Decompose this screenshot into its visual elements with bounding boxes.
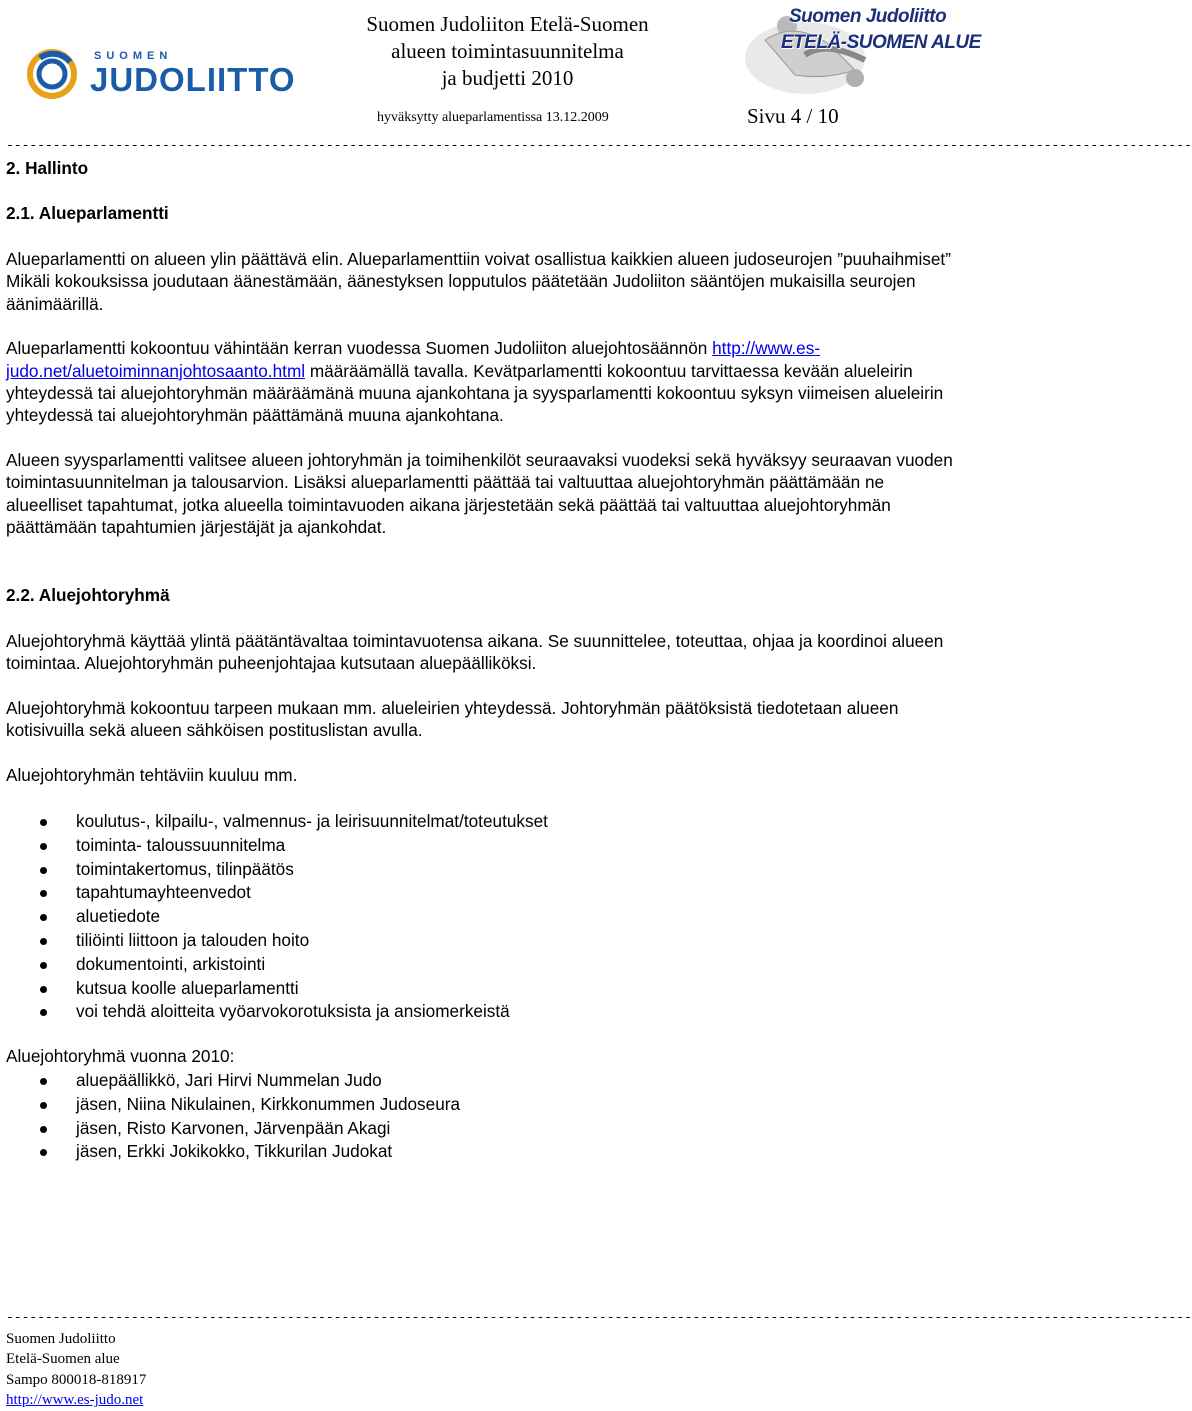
- list-item-text: jäsen, Niina Nikulainen, Kirkkonummen Judoseura: [76, 1093, 461, 1114]
- alueparlamentti-body: [6, 248, 959, 538]
- etela-suomen-alue-logo: [735, 0, 981, 100]
- bullet-icon: [40, 1149, 47, 1156]
- document-title: [340, 11, 675, 92]
- paragraph: Aluejohtoryhmä kokoontuu tarpeen mukaan mm. alueleirien yhteydessä. Johtoryhmän päätöksistä tiedotetaan alueen kotisivuilla sekä alueen sähköisen postituslistan avulla.: [6, 697, 899, 741]
- list-item-text: toiminta- taloussuunnitelma: [76, 834, 286, 855]
- logo-right-line-2: ETELÄ-SUOMEN ALUE: [781, 32, 981, 53]
- footer: [6, 1329, 146, 1411]
- footer-org: Suomen Judoliitto: [6, 1331, 116, 1347]
- bullet-icon: [40, 890, 47, 897]
- title-line-3: ja budjetti 2010: [441, 66, 574, 90]
- judoliitto-logo: [26, 46, 301, 102]
- paragraph: [6, 337, 959, 427]
- header: [0, 0, 981, 135]
- list-item: [0, 1140, 460, 1164]
- bullet-icon: [40, 938, 47, 945]
- list-item: [0, 881, 548, 905]
- logo-brand-top: SUOMEN: [94, 50, 173, 62]
- bullet-icon: [40, 819, 47, 826]
- bullet-icon: [40, 1009, 47, 1016]
- list-item: [0, 858, 548, 882]
- aluejohtoryhma-body: [6, 630, 959, 786]
- header-divider: --------------------------------------------------------------------------------------------------------------------------------------------------------: [6, 138, 1192, 153]
- tasks-list: [0, 810, 548, 1024]
- bullet-icon: [40, 1126, 47, 1133]
- title-line-1: Suomen Judoliiton Etelä-Suomen: [366, 12, 649, 36]
- list-item: [0, 977, 548, 1001]
- section-heading-aluejohtoryhma: 2.2. Aluejohtoryhmä: [6, 585, 170, 605]
- list-item-text: aluepäällikkö, Jari Hirvi Nummelan Judo: [76, 1070, 382, 1090]
- bullet-icon: [40, 962, 47, 969]
- title-line-2: alueen toimintasuunnitelma: [391, 39, 624, 63]
- list-item: [0, 834, 548, 858]
- bullet-icon: [40, 986, 47, 993]
- bullet-icon: [40, 867, 47, 874]
- bullet-icon: [40, 843, 47, 850]
- paragraph: Alueen syysparlamentti valitsee alueen johtoryhmän ja toimihenkilöt seuraavaksi vuodeksi sekä hyväksyy seuraavan vuoden toimintasuunnitelman ja talousarvion. Lisäksi alueparlamentti päättää tai valtuuttaa aluejohtoryhmän päättämään ne alueelliset tapahtumat, jotka alueella toimintavuoden aikana järjestetään sekä päättää tai valtuuttaa aluejohtoryhmän päättämään tapahtumien järjestäjät ja ajankohdat.: [6, 449, 953, 538]
- footer-region: Etelä-Suomen alue: [6, 1351, 120, 1368]
- aluejohtosaanto-link[interactable]: http://www.es-judo.net/aluetoiminnanjohtosaanto.html: [6, 338, 821, 381]
- paragraph: Alueparlamentti on alueen ylin päättävä elin. Alueparlamenttiin voivat osallistua kaikkien alueen judoseurojen ”puuhaihmiset” Mikäli kokouksissa joudutaan äänestämään, äänestyksen lopputulos päätetään Judoliiton sääntöjen mukaisilla seurojen äänimäärillä.: [6, 249, 951, 314]
- section-heading-alueparlamentti: 2.1. Alueparlamentti: [6, 203, 169, 223]
- list-item-text: tiliöinti liittoon ja talouden hoito: [76, 929, 310, 950]
- paragraph: Aluejohtoryhmän tehtäviin kuuluu mm.: [6, 764, 298, 785]
- list-item: [0, 953, 548, 977]
- list-item: [0, 1117, 460, 1141]
- list-item: [0, 1093, 460, 1117]
- members-intro: Aluejohtoryhmä vuonna 2010:: [6, 1046, 235, 1066]
- section-heading-hallinto: 2. Hallinto: [6, 158, 89, 178]
- list-item: [0, 905, 548, 929]
- logo-brand-main: JUDOLIITTO: [90, 61, 296, 98]
- footer-divider: --------------------------------------------------------------------------------------------------------------------------------------------------------: [6, 1310, 1192, 1325]
- footer-sampo: Sampo 800018-818917: [6, 1371, 147, 1388]
- logo-right-line-1: Suomen Judoliitto: [789, 6, 947, 27]
- bullet-icon: [40, 1078, 47, 1085]
- paragraph-text: määräämällä tavalla. Kevätparlamentti kokoontuu tarvittaessa kevään alueleirin yhteydessä tai aluejohtoryhmän määräämänä muuna ajankohtana ja syysparlamentti kokoontuu syksyn viimeisen alueleirin yhteydessä tai aluejohtoryhmän päättämänä muuna ajankohtana.: [6, 360, 944, 426]
- list-item-text: jäsen, Risto Karvonen, Järvenpään Akagi: [76, 1117, 391, 1138]
- paragraph-text: Alueparlamentti kokoontuu vähintään kerran vuodessa Suomen Judoliiton aluejohtosäännön: [6, 338, 713, 359]
- list-item-text: tapahtumayhteenvedot: [76, 882, 251, 903]
- list-item-text: aluetiedote: [76, 906, 161, 927]
- list-item: [0, 1069, 460, 1093]
- list-item-text: jäsen, Erkki Jokikokko, Tikkurilan Judokat: [76, 1141, 393, 1162]
- list-item: [0, 929, 548, 953]
- paragraph: Aluejohtoryhmä käyttää ylintä päätäntävaltaa toimintavuotensa aikana. Se suunnittelee, toteuttaa, ohjaa ja koordinoi alueen toimintaa. Aluejohtoryhmän puheenjohtajaa kutsutaan aluepäälliköksi.: [6, 631, 944, 674]
- members-list: [0, 1069, 460, 1164]
- judoliitto-emblem-icon: [26, 48, 78, 100]
- page-number: Sivu 4 / 10: [747, 104, 839, 128]
- bullet-icon: [40, 1102, 47, 1109]
- bullet-icon: [40, 914, 47, 921]
- list-item-text: dokumentointi, arkistointi: [76, 953, 266, 974]
- list-item-text: koulutus-, kilpailu-, valmennus- ja leirisuunnitelmat/toteutukset: [76, 811, 548, 831]
- footer-website-link[interactable]: http://www.es-judo.net: [6, 1392, 144, 1409]
- list-item: [0, 810, 548, 834]
- list-item-text: voi tehdä aloitteita vyöarvokorotuksista ja ansiomerkeistä: [76, 1001, 510, 1022]
- approved-note: hyväksytty alueparlamentissa 13.12.2009: [377, 110, 609, 125]
- list-item: [0, 1000, 548, 1024]
- list-item-text: kutsua koolle alueparlamentti: [76, 977, 299, 998]
- list-item-text: toimintakertomus, tilinpäätös: [76, 858, 294, 879]
